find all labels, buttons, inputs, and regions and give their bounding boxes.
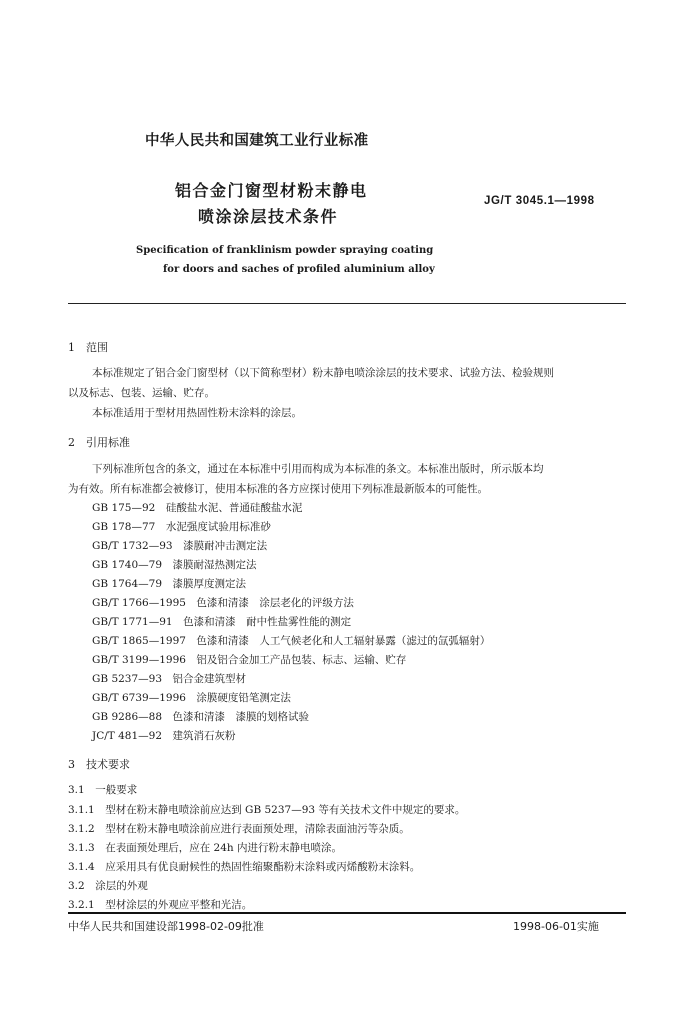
title-en-line-1: Specification of franklinism powder spraying coating (136, 245, 434, 256)
title-en-line-2: for doors and saches of profiled aluminium alloy (163, 264, 435, 275)
header-divider (68, 303, 626, 304)
section-3-heading: 3 技术要求 (68, 758, 130, 771)
reference-item: GB/T 1766—1995 色漆和清漆 涂层老化的评级方法 (92, 597, 354, 609)
title-cn-line-2: 喷涂涂层技术条件 (198, 207, 339, 226)
standard-code: JG/T 3045.1—1998 (484, 195, 595, 207)
reference-item: GB/T 1771—91 色漆和清漆 耐中性盐雾性能的测定 (92, 616, 352, 628)
section-2-paragraph-line-2: 为有效。所有标准都会被修订，使用本标准的各方应探讨使用下列标准最新版本的可能性。 (68, 483, 488, 495)
clause-line: 3.1 一般要求 (68, 784, 138, 796)
issuing-body-line: 中华人民共和国建筑工业行业标准 (145, 132, 369, 149)
clause-line: 3.2.1 型材涂层的外观应平整和光洁。 (68, 899, 253, 911)
reference-item: GB 1764—79 漆膜厚度测定法 (92, 578, 247, 590)
reference-item: GB 5237—93 铝合金建筑型材 (92, 673, 247, 685)
clause-line: 3.1.1 型材在粉末静电喷涂前应达到 GB 5237—93 等有关技术文件中规定的要求。 (68, 804, 466, 816)
clause-line: 3.2 涂层的外观 (68, 880, 148, 892)
reference-item: GB/T 1732—93 漆膜耐冲击测定法 (92, 540, 268, 552)
reference-item: GB/T 1865—1997 色漆和清漆 人工气候老化和人工辐射暴露（滤过的氙弧辐射） (92, 635, 491, 647)
section-1-paragraph-1-line-2: 以及标志、包装、运输、贮存。 (68, 387, 215, 399)
approval-line: 中华人民共和国建设部1998-02-09批准 (68, 920, 264, 933)
section-2-heading: 2 引用标准 (68, 436, 130, 449)
reference-item: JC/T 481—92 建筑消石灰粉 (92, 730, 236, 742)
reference-item: GB 9286—88 色漆和清漆 漆膜的划格试验 (92, 711, 310, 723)
title-cn-line-1: 铝合金门窗型材粉末静电 (175, 181, 368, 200)
implementation-date: 1998-06-01实施 (513, 920, 599, 933)
section-1-paragraph-1-line-1: 本标准规定了铝合金门窗型材（以下简称型材）粉末静电喷涂涂层的技术要求、试验方法、检验规则 (92, 367, 554, 379)
reference-item: GB 178—77 水泥强度试验用标准砂 (92, 521, 271, 533)
reference-item: GB 175—92 硅酸盐水泥、普通硅酸盐水泥 (92, 502, 303, 514)
section-1-heading: 1 范围 (68, 341, 108, 354)
clause-line: 3.1.3 在表面预处理后，应在 24h 内进行粉末静电喷涂。 (68, 842, 343, 854)
section-1-paragraph-2: 本标准适用于型材用热固性粉末涂料的涂层。 (92, 407, 302, 419)
clause-line: 3.1.2 型材在粉末静电喷涂前应进行表面预处理，清除表面油污等杂质。 (68, 823, 410, 835)
reference-item: GB/T 6739—1996 涂膜硬度铅笔测定法 (92, 692, 291, 704)
section-2-paragraph-line-1: 下列标准所包含的条文，通过在本标准中引用而构成为本标准的条文。本标准出版时，所示版本均 (92, 463, 544, 475)
reference-item: GB/T 3199—1996 铝及铝合金加工产品包装、标志、运输、贮存 (92, 654, 407, 666)
clause-line: 3.1.4 应采用具有优良耐候性的热固性缩聚酯粉末涂料或丙烯酸粉末涂料。 (68, 861, 421, 873)
footer-divider (68, 912, 626, 914)
reference-item: GB 1740—79 漆膜耐湿热测定法 (92, 559, 257, 571)
